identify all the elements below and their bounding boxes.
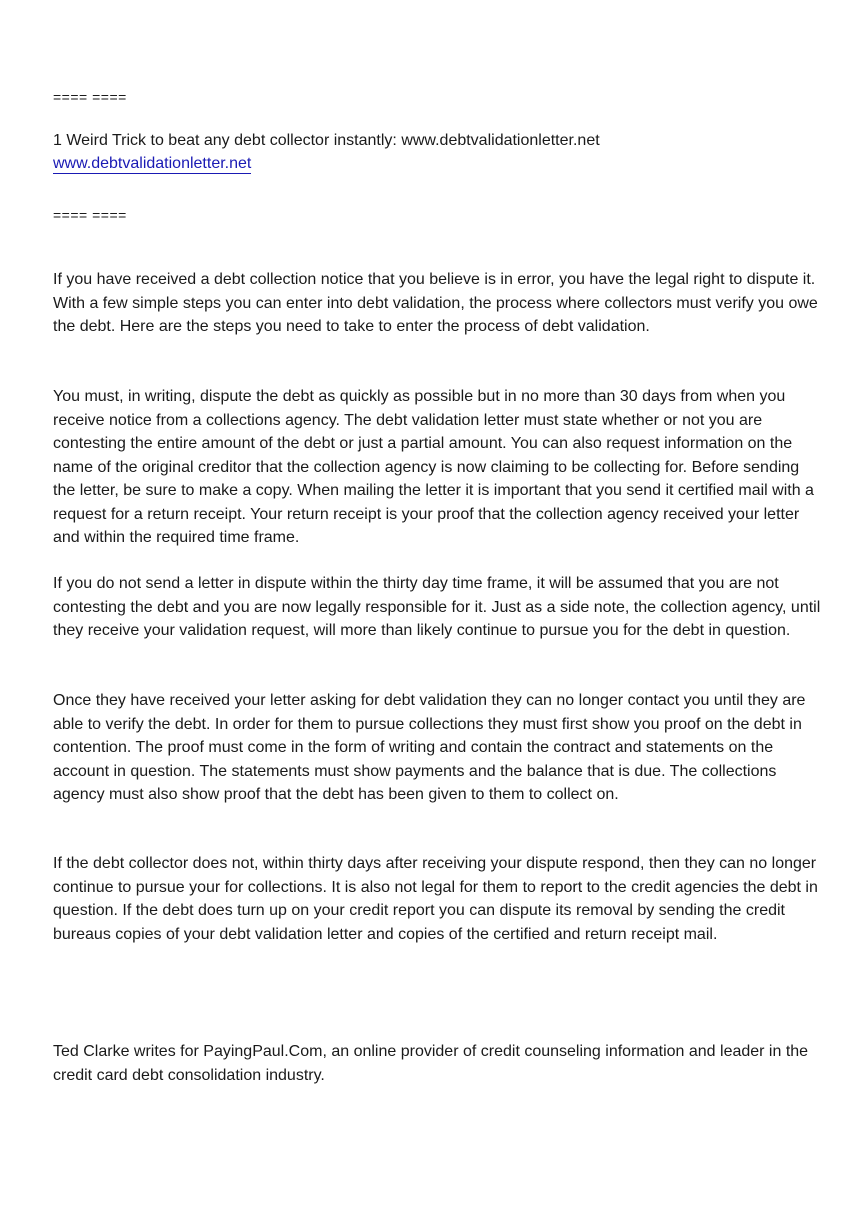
separator-bottom: ==== ==== — [53, 207, 127, 223]
paragraph-time-frame: If you do not send a letter in dispute within the thirty day time frame, it will be assumed that you are not contesting the debt and you are now legally responsible for it. Just as a side note, the collection agency, until they receive your validation request, will more than likely continue to pursue you for the debt in question. — [53, 575, 821, 639]
promo-link[interactable]: www.debtvalidationletter.net — [53, 155, 252, 172]
separator-top: ==== ==== — [53, 89, 127, 105]
promo-link-wrapper — [53, 152, 251, 176]
promo-text: 1 Weird Trick to beat any debt collector instantly: www.debtvalidationletter.net — [53, 132, 600, 149]
paragraph-no-response: If the debt collector does not, within thirty days after receiving your dispute respond, then they can no longer continue to pursue your for collections. It is also not legal for them to report to the credit agencies the debt in question. If the debt does turn up on your credit report you can dispute its removal by sending the credit bureaus copies of your debt validation letter and copies of the certified and return receipt mail. — [53, 855, 818, 943]
paragraph-dispute-in-writing: You must, in writing, dispute the debt as quickly as possible but in no more than 30 days from when you receive notice from a collections agency. The debt validation letter must state whether or not you are contesting the entire amount of the debt or just a partial amount. You can also request information on the name of the original creditor that the collection agency is now claiming to be collecting for. Before sending the letter, be sure to make a copy. When mailing the letter it is important that you send it certified mail with a request for a return receipt. Your return receipt is your proof that the collection agency received your letter and within the required time frame. — [53, 388, 814, 546]
paragraph-validation-proof: Once they have received your letter asking for debt validation they can no longer contact you until they are able to verify the debt. In order for them to pursue collections they must first show you proof on the debt in contention. The proof must come in the form of writing and contain the contract and statements on the account in question. The statements must show payments and the balance that is due. The collections agency must also show proof that the debt has been given to them to collect on. — [53, 692, 806, 803]
paragraph-intro: If you have received a debt collection notice that you believe is in error, you have the legal right to dispute it. With a few simple steps you can enter into debt validation, the process where collectors must verify you owe the debt. Here are the steps you need to take to enter the process of debt validation. — [53, 271, 818, 335]
author-bio: Ted Clarke writes for PayingPaul.Com, an online provider of credit counseling information and leader in the credit card debt consolidation industry. — [53, 1043, 809, 1084]
